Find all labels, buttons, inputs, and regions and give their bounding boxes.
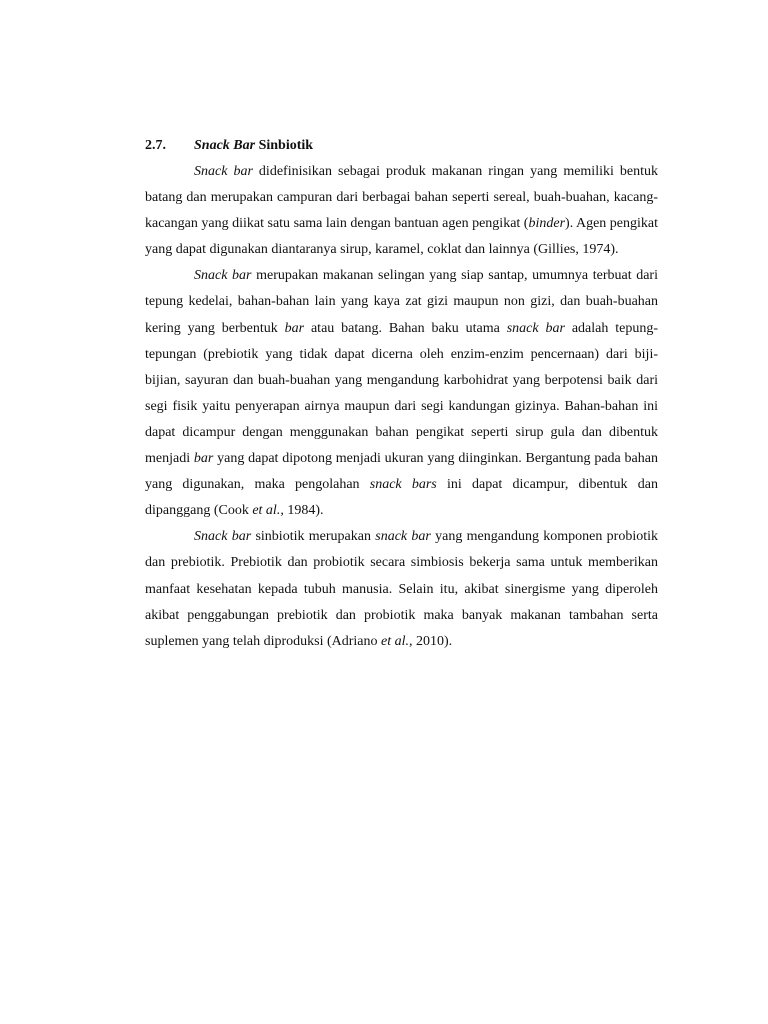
text-run: ). Agen pengikat yang dapat digunakan diantaranya sirup, karamel, coklat dan lainnya (Gillies, 1974). (145, 216, 659, 258)
paragraph (145, 159, 658, 263)
italic-run: Snack bar (194, 268, 252, 284)
text-run: didefinisikan sebagai produk makanan ringan yang memiliki bentuk batang dan merupakan campuran dari berbagai bahan seperti sereal, buah-buahan, kacang-kacangan yang diikat satu sama lain dengan bantuan agen pengikat ( (145, 164, 658, 232)
italic-run: snack bar (506, 320, 565, 336)
italic-run: et al. (381, 633, 410, 649)
section-number: 2.7. (145, 138, 166, 153)
text-run: sinbiotik merupakan (251, 529, 376, 545)
paragraph (145, 263, 658, 524)
text-run: merupakan makanan selingan yang siap santap, umumnya terbuat dari tepung kedelai, bahan-bahan lain yang kaya zat gizi maupun non gizi, dan buah-buahan kering yang berbentuk (145, 268, 658, 336)
text-run: , 2010). (409, 633, 453, 649)
italic-run: Snack bar (194, 164, 253, 179)
italic-run: bar (284, 320, 305, 336)
text-run: ini dapat dicampur, dibentuk dan dipanggang (Cook (145, 477, 658, 519)
section-heading (145, 136, 313, 156)
text-run: adalah tepung-tepungan (prebiotik yang tidak dapat dicerna oleh enzim-enzim pencernaan) dari biji-bijian, sayuran dan buah-buahan yang mengandung karbohidrat yang berpotensi baik dari segi fisik yaitu penyerapan airnya maupun dari segi kandungan gizinya. Bahan-bahan ini dapat dicampur dengan menggunakan bahan pengikat seperti sirup gula dan dibentuk menjadi (145, 320, 659, 467)
italic-run: binder (528, 216, 566, 232)
body-text (145, 159, 658, 655)
italic-run: snack bars (369, 477, 437, 493)
text-run: , 1984). (280, 503, 324, 519)
italic-run: bar (193, 451, 214, 467)
paragraph (145, 524, 658, 654)
section-title-rest: Sinbiotik (255, 138, 314, 153)
text-run: yang dapat dipotong menjadi ukuran yang diinginkan. Bergantung pada bahan yang digunakan, maka pengolahan (145, 451, 658, 493)
italic-run: snack bar (375, 529, 431, 545)
italic-run: Snack bar (194, 529, 252, 545)
section-title-italic: Snack Bar (194, 138, 256, 153)
text-run: atau batang. Bahan baku utama (304, 320, 507, 336)
text-run: yang mengandung komponen probiotik dan prebiotik. Prebiotik dan probiotik secara simbiosis bekerja sama untuk memberikan manfaat kesehatan kepada tubuh manusia. Selain itu, akibat sinergisme yang diperoleh akibat penggabungan prebiotik dan probiotik maka banyak makanan tambahan serta suplemen yang telah diproduksi (Adriano (145, 529, 659, 649)
italic-run: et al. (252, 503, 281, 519)
